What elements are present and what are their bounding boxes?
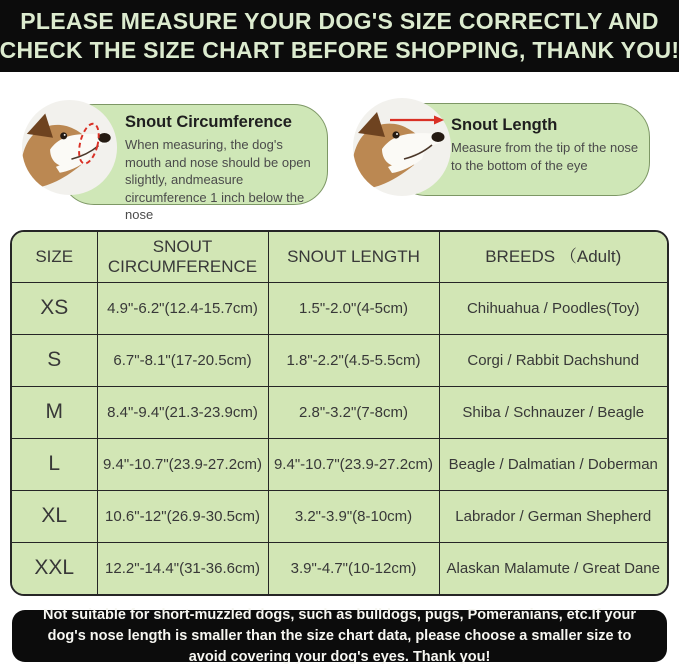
table-header-row [12,232,667,282]
table-row-s [12,334,667,386]
length-value: 2.8"-3.2"(7-8cm) [268,386,439,438]
breeds-value: Shiba / Schnauzer / Beagle [439,386,667,438]
size-value: M [12,386,97,438]
top-warning-banner [0,0,679,72]
breeds-value: Labrador / German Shepherd [439,490,667,542]
size-value: XS [12,282,97,334]
tip-title-snout-length: Snout Length [451,116,558,134]
length-value: 3.9"-4.7"(10-12cm) [268,542,439,594]
size-value: XL [12,490,97,542]
table-row-xl [12,490,667,542]
tip-body-snout-length: Measure from the tip of the nose to the bottom of the eye [451,140,639,173]
length-value: 1.5"-2.0"(4-5cm) [268,282,439,334]
bottom-warning-note [12,606,667,665]
column-header-snout-length: SNOUT LENGTH [268,232,439,282]
size-value: L [12,438,97,490]
tip-body-snout-circumference: When measuring, the dog's mouth and nose should be open slightly, andmeasure circumference 1 inch below the nose [125,137,311,222]
size-value: S [12,334,97,386]
breeds-value: Beagle / Dalmatian / Doberman [439,438,667,490]
warning-note-text: Not suitable for short-muzzled dogs, such as bulldogs, pugs, Pomeranians, etc.If your dog's nose length is smaller than the size chart data, please choose a smaller size to avoid covering your dog's eyes. Thank you! [43,606,636,665]
circumference-value: 8.4"-9.4"(21.3-23.9cm) [97,386,268,438]
size-chart-table [12,232,667,594]
circumference-value: 9.4"-10.7"(23.9-27.2cm) [97,438,268,490]
circumference-value: 10.6"-12"(26.9-30.5cm) [97,490,268,542]
dog-head-photo [21,99,118,196]
dog-head-photo-length [352,97,452,197]
circumference-value: 4.9"-6.2"(12.4-15.7cm) [97,282,268,334]
length-value: 3.2"-3.9"(8-10cm) [268,490,439,542]
dog-head-photo [352,97,452,197]
breeds-value: Corgi / Rabbit Dachshund [439,334,667,386]
size-value: XXL [12,542,97,594]
column-header-size: SIZE [12,232,97,282]
table-row-l [12,438,667,490]
circumference-value: 12.2"-14.4"(31-36.6cm) [97,542,268,594]
length-value: 1.8"-2.2"(4.5-5.5cm) [268,334,439,386]
circumference-value: 6.7"-8.1"(17-20.5cm) [97,334,268,386]
size-chart-table-container [10,230,669,596]
table-row-xs [12,282,667,334]
table-row-xxl [12,542,667,594]
breeds-value: Alaskan Malamute / Great Dane [439,542,667,594]
column-header-snout-circumference: SNOUT CIRCUMFERENCE [97,232,268,282]
breeds-value: Chihuahua / Poodles(Toy) [439,282,667,334]
tip-title-snout-circumference: Snout Circumference [125,113,292,131]
table-row-m [12,386,667,438]
banner-line-2: CHECK THE SIZE CHART BEFORE SHOPPING, THANK YOU! [0,37,679,63]
column-header-breeds: BREEDS （Adult) [439,232,667,282]
length-value: 9.4"-10.7"(23.9-27.2cm) [268,438,439,490]
banner-line-1: PLEASE MEASURE YOUR DOG'S SIZE CORRECTLY AND [20,8,659,34]
dog-head-photo-circumference [21,99,118,196]
